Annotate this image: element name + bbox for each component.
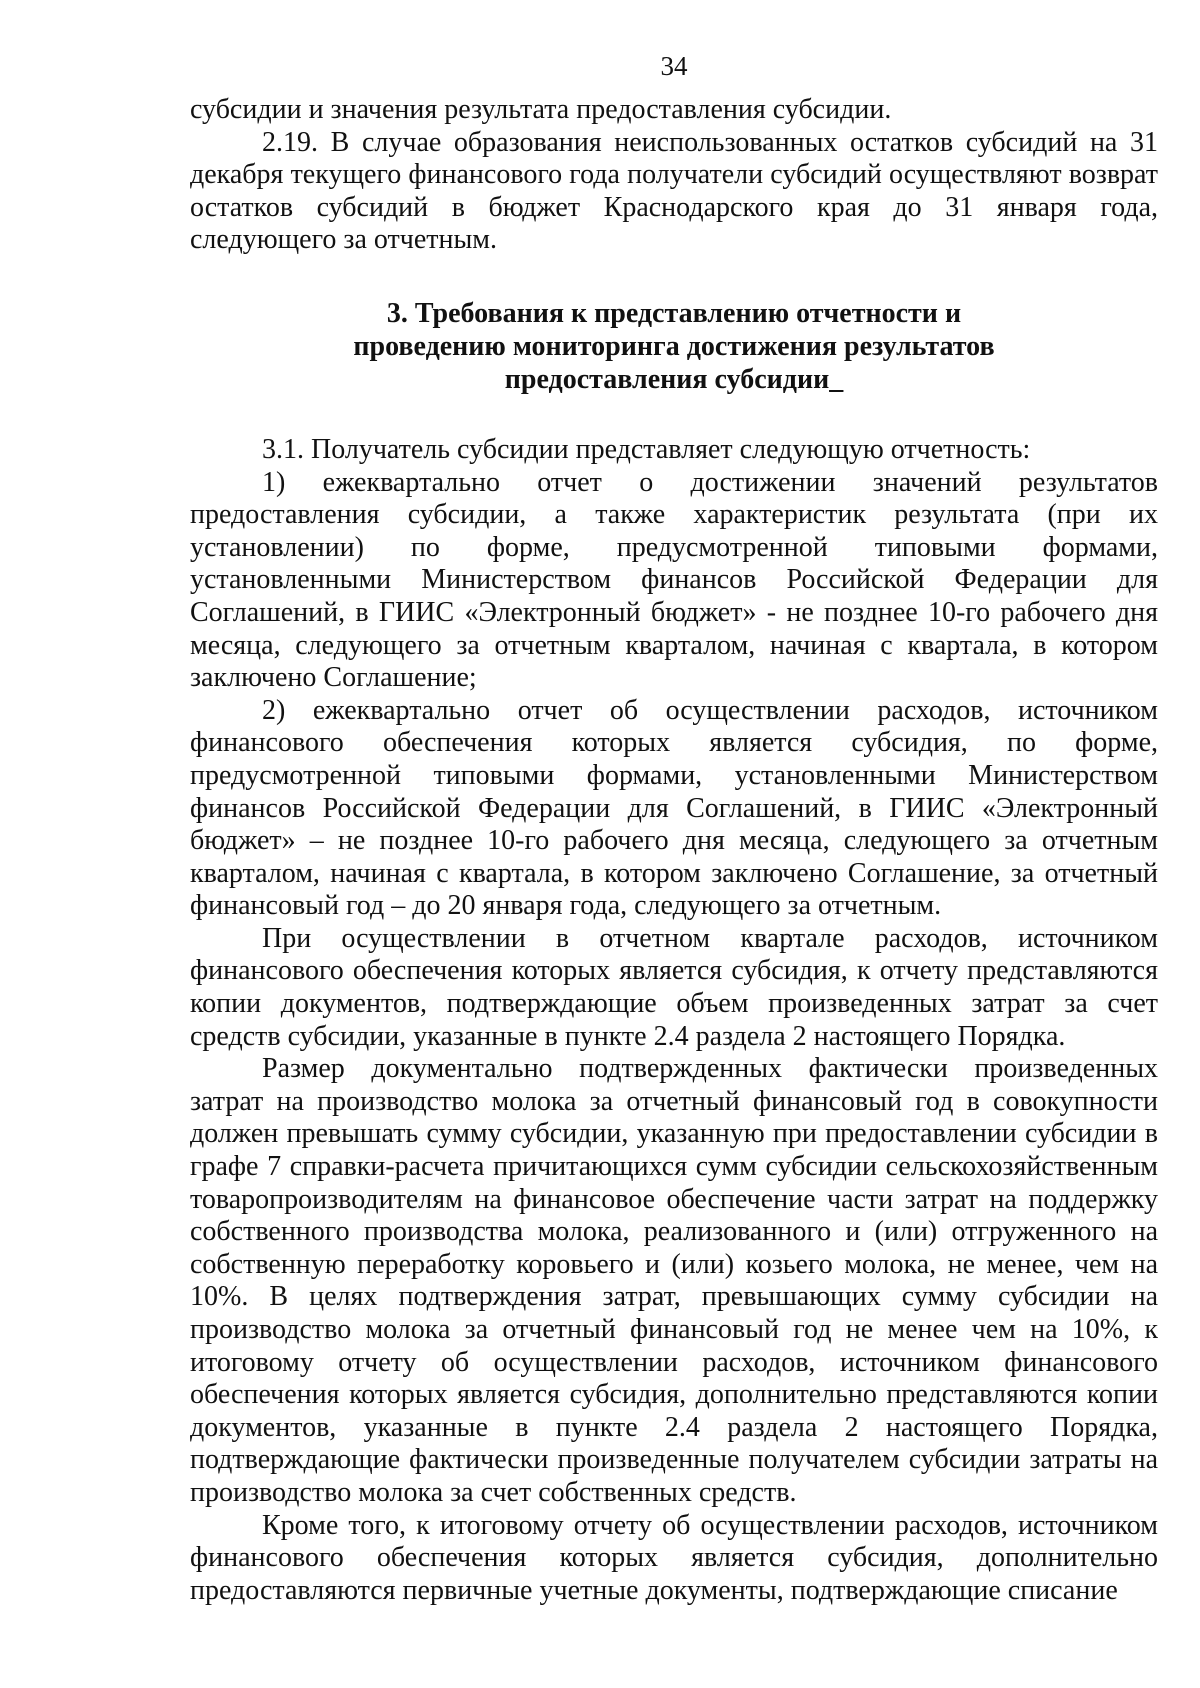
paragraph-additional-documents: Кроме того, к итоговому отчету об осуществлении расходов, источником финансового обеспечения которых является субсидия, дополнительно предоставляются первичные учетные документы, подтверждающие списание <box>190 1509 1158 1606</box>
section-heading-line-2: проведению мониторинга достижения результатов <box>353 330 995 362</box>
paragraph-item-1: 1) ежеквартально отчет о достижении значений результатов предоставления субсидии, а также характеристик результата (при их установлении) по форме, предусмотренной типовыми формами, установленными Министерством финансов Российской Федерации для Соглашений, в ГИИС «Электронный бюджет» - не позднее 10-го рабочего дня месяца, следующего за отчетным кварталом, начиная с квартала, в котором заключено Соглашение; <box>190 466 1158 694</box>
paragraph-continuation: субсидии и значения результата предоставления субсидии. <box>190 94 892 125</box>
section-heading-line-1: 3. Требования к представлению отчетности и <box>386 297 962 329</box>
paragraph-quarterly-expenses: При осуществлении в отчетном квартале расходов, источником финансового обеспечения которых является субсидия, к отчету представляются копии документов, подтверждающие объем произведенных затрат за счет средств субсидии, указанные в пункте 2.4 раздела 2 настоящего Порядка. <box>190 922 1158 1052</box>
paragraph-documented-costs: Размер документально подтвержденных фактически произведенных затрат на производство молока за отчетный финансовый год в совокупности должен превышать сумму субсидии, указанную при предоставлении субсидии в графе 7 справки-расчета причитающихся сумм субсидии сельскохозяйственным товаропроизводителям на финансовое обеспечение части затрат на поддержку собственного производства молока, реализованного и (или) отгруженного на собственную переработку коровьего и (или) козьего молока, не менее, чем на 10%. В целях подтверждения затрат, превышающих сумму субсидии на производство молока за отчетный финансовый год не менее чем на 10%, к итоговому отчету об осуществлении расходов, источником финансового обеспечения которых является субсидия, дополнительно представляются копии документов, указанные в пункте 2.4 раздела 2 настоящего Порядка, подтверждающие фактически произведенные получателем субсидии затраты на производство молока за счет собственных средств. <box>190 1053 1158 1508</box>
paragraph-item-2: 2) ежеквартально отчет об осуществлении расходов, источником финансового обеспечения которых является субсидия, по форме, предусмотренной типовыми формами, установленными Министерством финансов Российской Федерации для Соглашений, в ГИИС «Электронный бюджет» – не позднее 10-го рабочего дня месяца, следующего за отчетным кварталом, начиная с квартала, в котором заключено Соглашение, за отчетный финансовый год – до 20 января года, следующего за отчетным. <box>190 694 1158 922</box>
section-heading-line-3: предоставления субсидии_ <box>504 363 844 395</box>
paragraph-3-1: 3.1. Получатель субсидии представляет следующую отчетность: <box>262 433 1031 465</box>
page-number: 34 <box>660 51 688 81</box>
paragraph-2-19: 2.19. В случае образования неиспользованных остатков субсидий на 31 декабря текущего финансового года получатели субсидий осуществляют возврат остатков субсидий в бюджет Краснодарского края до 31 января года, следующего за отчетным. <box>190 126 1158 256</box>
section-heading <box>190 297 1158 396</box>
document-page <box>190 50 1158 1607</box>
